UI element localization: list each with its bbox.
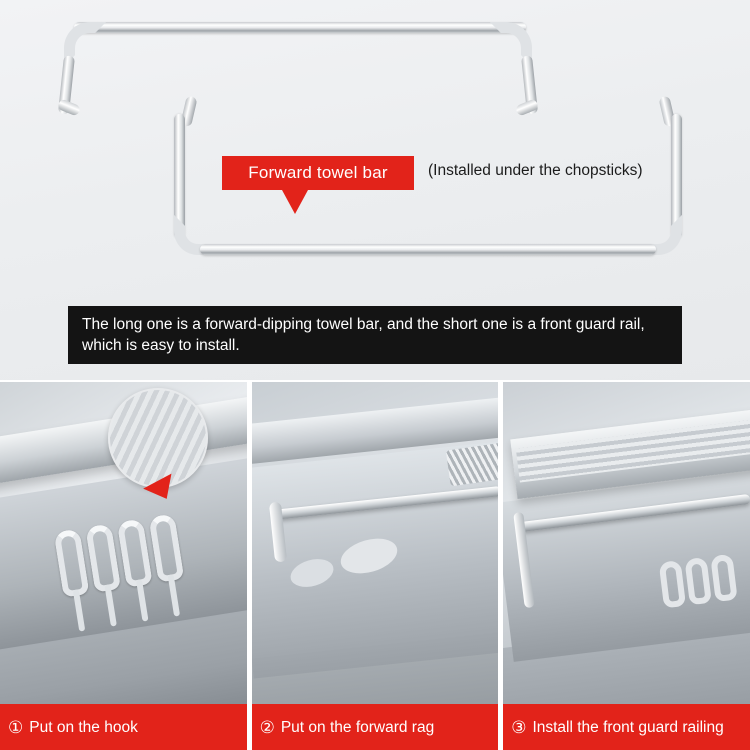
long-bar-top-rail bbox=[74, 22, 526, 33]
description-text: The long one is a forward-dipping towel bar, and the short one is a front guard rail, which is easy to install. bbox=[82, 316, 645, 354]
step-1-photo bbox=[0, 382, 247, 750]
callout-label: Forward towel bar bbox=[248, 163, 388, 182]
step-panel-1 bbox=[0, 382, 247, 750]
step-2-label: Put on the forward rag bbox=[280, 718, 435, 736]
step-2-photo bbox=[252, 382, 499, 750]
step-3-photo bbox=[503, 382, 750, 750]
short-bar-bottom-rail bbox=[200, 244, 656, 255]
step-1-number: ① bbox=[8, 717, 24, 737]
step-3-number: ③ bbox=[511, 717, 527, 737]
step-2-number: ② bbox=[259, 717, 275, 737]
installation-steps bbox=[0, 382, 750, 750]
installation-note: (Installed under the chopsticks) bbox=[428, 162, 643, 179]
step-3-caption bbox=[503, 704, 750, 750]
step-1-hook-group bbox=[54, 509, 221, 651]
callout-pointer bbox=[282, 190, 308, 214]
step-panel-3 bbox=[503, 382, 750, 750]
step-1-zoom-bubble bbox=[108, 388, 208, 488]
step-2-caption bbox=[252, 704, 499, 750]
step-1-caption bbox=[0, 704, 247, 750]
step-panel-2 bbox=[252, 382, 499, 750]
long-bar-foot-left bbox=[57, 98, 82, 116]
step-3-hook-group bbox=[658, 554, 739, 623]
step-3-label: Install the front guard railing bbox=[532, 718, 724, 736]
description-banner bbox=[68, 306, 682, 364]
forward-towel-bar-callout bbox=[222, 156, 414, 190]
step-1-label: Put on the hook bbox=[29, 718, 138, 736]
